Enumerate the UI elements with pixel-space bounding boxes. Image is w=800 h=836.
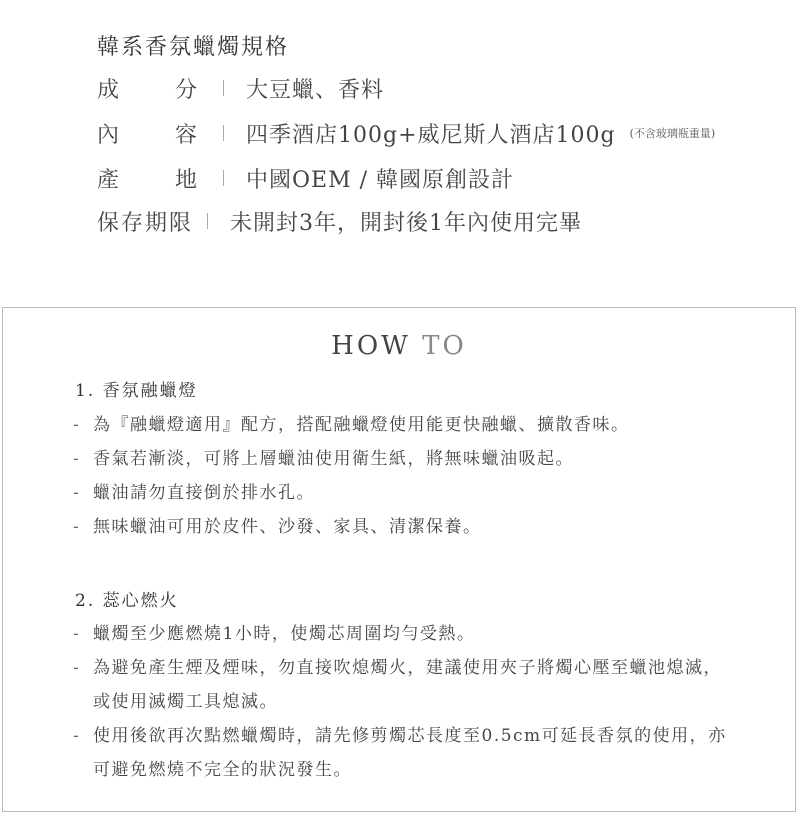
list-item [73,510,763,544]
spec-label-char: 容 [174,122,197,148]
bullet-text: 為『融蠟燈適用』配方，搭配融蠟燈使用能更快融蠟、擴散香味。 [93,415,630,435]
spec-label [97,206,193,237]
spec-separator [223,170,224,186]
spec-value: 四季酒店100g+威尼斯人酒店100g [246,122,616,148]
spec-value: 大豆蠟、香料 [246,77,385,103]
list-item [73,617,763,651]
bullet-dash: - [73,624,81,644]
list-item [73,476,763,510]
spec-row-contents [97,118,715,148]
bullet-text: 蠟油請勿直接倒於排水孔。 [93,483,315,503]
section-heading-wick-burning: 2. 蕊心燃火 [75,591,179,611]
bullet-text: 無味蠟油可用於皮件、沙發、家具、清潔保養。 [93,517,482,537]
spec-label [97,118,197,149]
bullet-dash: - [73,658,81,678]
bullet-dash: - [73,449,81,469]
spec-label-text: 保存期限 [97,210,194,236]
spec-label [97,163,197,194]
spec-label-char: 分 [174,77,197,103]
bullet-dash: - [73,483,81,503]
list-item [73,408,763,442]
spec-label-char: 產 [97,167,120,193]
bullet-dash: - [73,726,81,746]
bullet-dash: - [73,517,81,537]
howto-panel [2,307,796,812]
spec-label-char: 地 [174,167,197,193]
spec-label-char: 內 [97,122,120,148]
spec-note: (不含玻璃瓶重量) [629,127,716,140]
bullet-dash: - [73,415,81,435]
list-item [73,719,733,787]
spec-label-char: 成 [97,77,120,103]
list-item [73,442,763,476]
spec-separator [207,213,208,229]
bullet-text: 使用後欲再次點燃蠟燭時，請先修剪燭芯長度至0.5cm可延長香氛的使用，亦可避免燃燒不完全的狀況發生。 [93,726,727,780]
spec-separator [223,80,224,96]
spec-row-shelf-life [97,206,582,236]
spec-value: 未開封3年，開封後1年內使用完畢 [230,210,583,236]
spec-title: 韓系香氛蠟燭規格 [97,35,290,60]
howto-title [3,331,795,361]
spec-label [97,73,197,104]
spec-separator [223,125,224,141]
howto-title-how: HOW [331,331,411,361]
spec-row-ingredients [97,73,384,103]
spec-row-origin [97,163,514,193]
bullet-text: 香氣若漸淡，可將上層蠟油使用衛生紙，將無味蠟油吸起。 [93,449,574,469]
bullet-text: 蠟燭至少應燃燒1小時，使燭芯周圍均勻受熱。 [93,624,476,644]
spec-value: 中國OEM / 韓國原創設計 [246,167,515,193]
bullet-text: 為避免產生煙及煙味，勿直接吹熄燭火，建議使用夾子將燭心壓至蠟池熄滅，或使用滅燭工具熄滅。 [93,658,722,712]
howto-title-to: TO [422,331,467,361]
section-heading-melt-lamp: 1. 香氛融蠟燈 [75,381,198,401]
list-item [73,651,733,719]
